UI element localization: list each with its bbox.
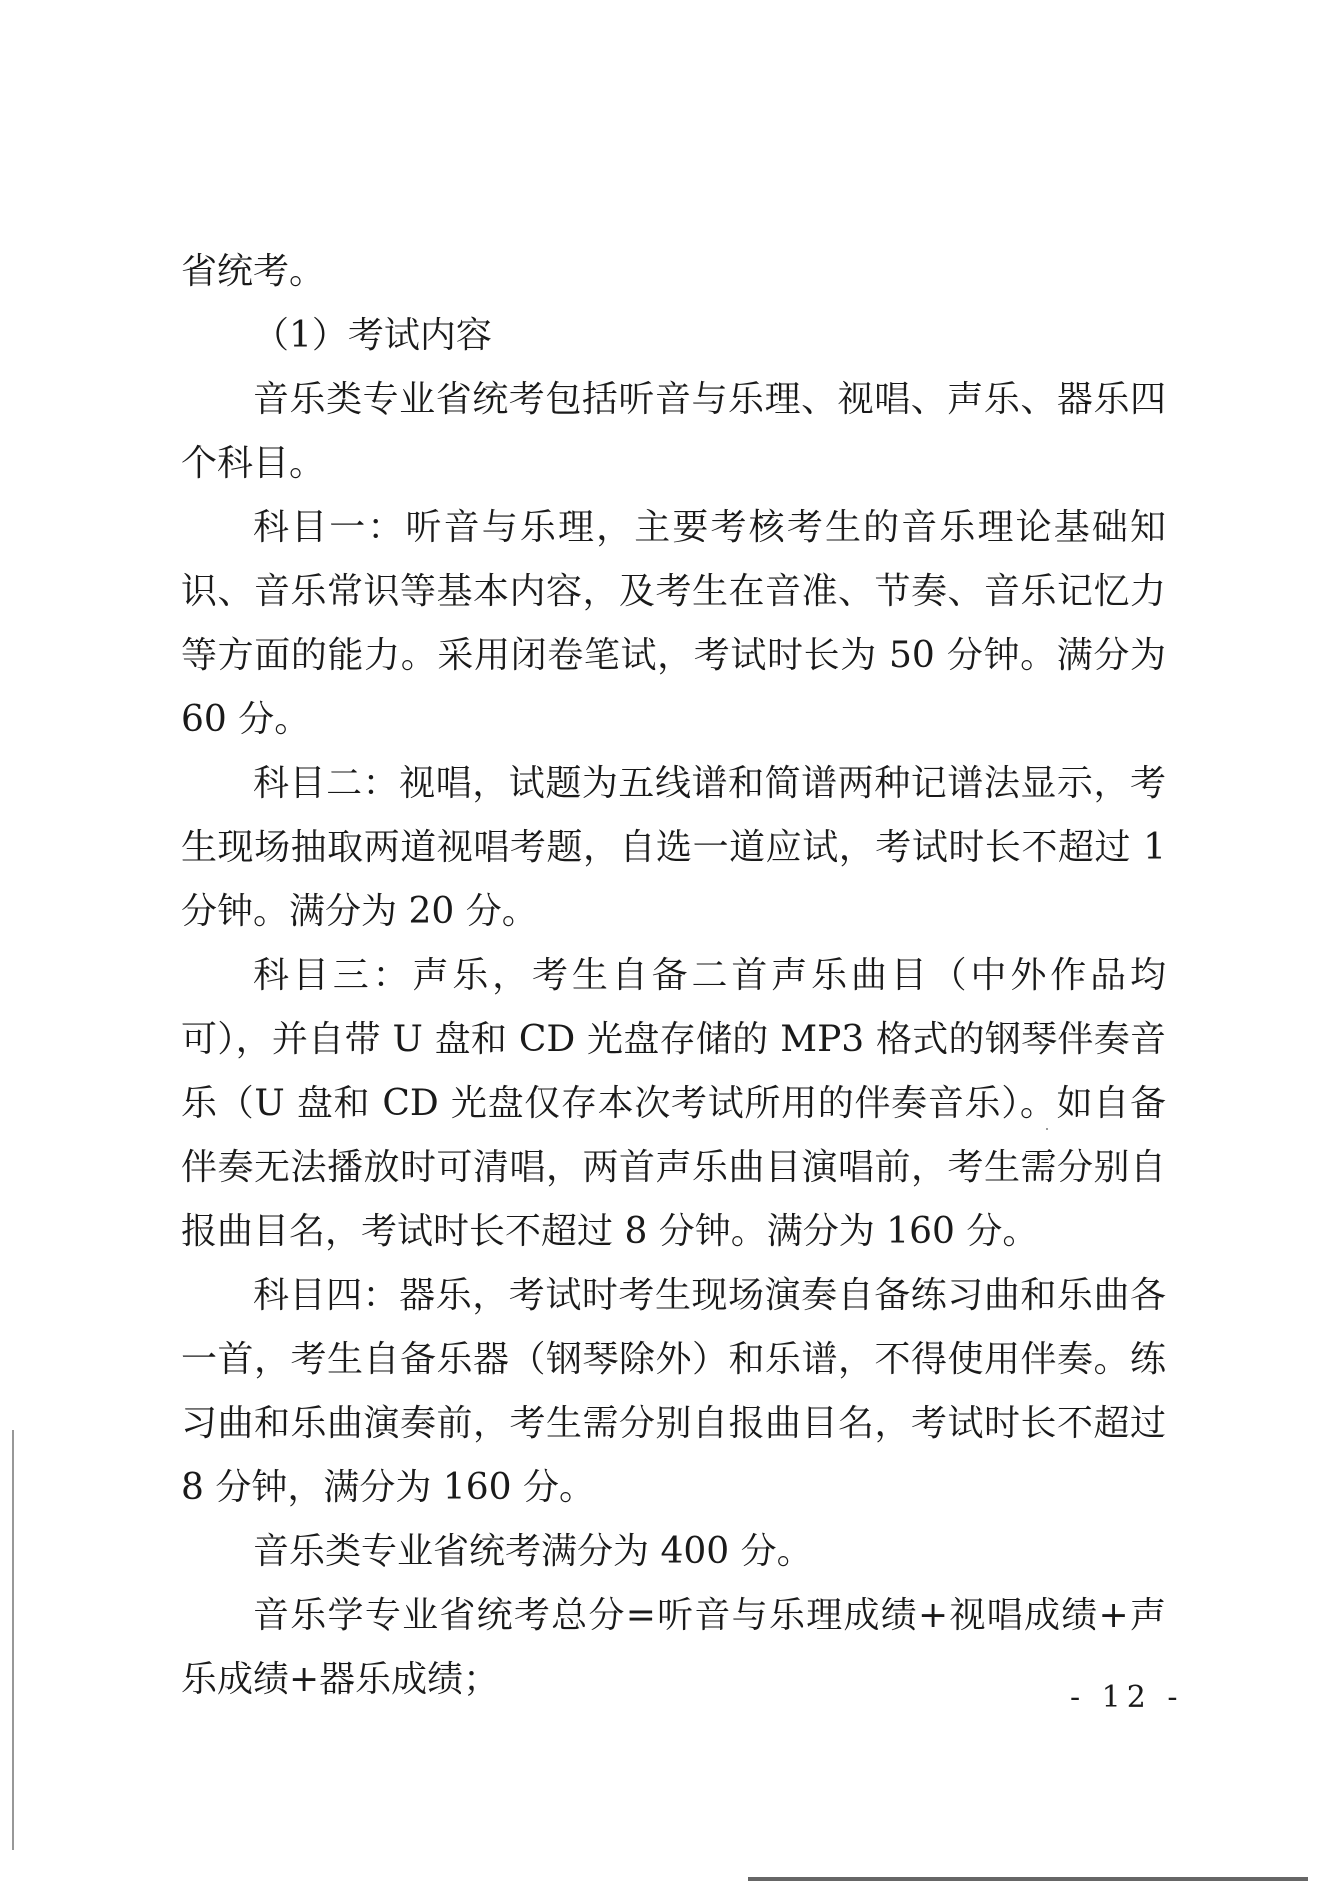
paragraph-subject-four: 科目四：器乐，考试时考生现场演奏自备练习曲和乐曲各一首，考生自备乐器（钢琴除外）和乐谱，不得使用伴奏。练习曲和乐曲演奏前，考生需分别自报曲目名，考试时长不超过 8 分钟，满分为 160 分。 [181,1275,1166,1508]
paragraph-total-score: 音乐类专业省统考满分为 400 分。 [253,1531,813,1572]
scan-dust-mark [1046,1128,1048,1130]
paragraph-score-formula: 音乐学专业省统考总分=听音与乐理成绩+视唱成绩+声乐成绩+器乐成绩； [181,1595,1166,1700]
document-body [181,240,1166,1712]
paragraph-subjects-overview: 音乐类专业省统考包括听音与乐理、视唱、声乐、器乐四个科目。 [181,379,1166,484]
section-heading-exam-content: （1）考试内容 [253,315,492,356]
paragraph-subject-three: 科目三：声乐，考生自备二首声乐曲目（中外作品均可），并自带 U 盘和 CD 光盘存储的 MP3 格式的钢琴伴奏音乐（U 盘和 CD 光盘仅存本次考试所用的伴奏音乐）。如自备伴奏无法播放时可清唱，两首声乐曲目演唱前，考生需分别自报曲目名，考试时长不超过 8 分钟。满分为 160 分。 [181,955,1166,1252]
scan-edge-line-left [12,1430,14,1850]
page-number: - 12 - [1070,1680,1184,1715]
paragraph-subject-two: 科目二：视唱，试题为五线谱和简谱两种记谱法显示，考生现场抽取两道视唱考题，自选一道应试，考试时长不超过 1 分钟。满分为 20 分。 [181,763,1166,932]
paragraph-continuation: 省统考。 [181,251,326,292]
scan-edge-line-bottom [748,1877,1308,1881]
paragraph-subject-one: 科目一：听音与乐理，主要考核考生的音乐理论基础知识、音乐常识等基本内容，及考生在音准、节奏、音乐记忆力等方面的能力。采用闭卷笔试，考试时长为 50 分钟。满分为 60 分。 [181,507,1166,740]
